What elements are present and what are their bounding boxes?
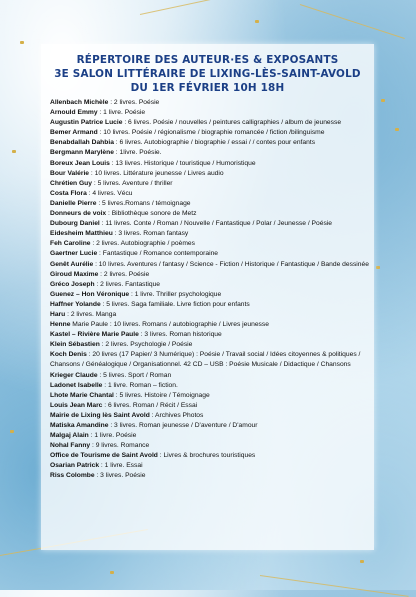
- exhibitor-name: Boreux Jean Louis: [50, 159, 110, 167]
- exhibitor-name: Giroud Maxime: [50, 270, 99, 278]
- exhibitor-details: : 5 livres. Histoire / Témoignage: [113, 391, 210, 399]
- title-line-1: RÉPERTOIRE DES AUTEUR·ES & EXPOSANTS: [76, 54, 339, 66]
- list-item: [50, 108, 370, 118]
- exhibitor-details: : 3 livres. Roman historique: [138, 331, 222, 339]
- gold-streak: [260, 575, 409, 597]
- list-item: [50, 98, 370, 108]
- list-item: [50, 239, 370, 249]
- exhibitor-name: Augustin Patrice Lucie: [50, 119, 123, 127]
- exhibitor-name: Nohal Fanny: [50, 442, 91, 450]
- exhibitor-details: : 2 livres. Fantastique: [94, 280, 161, 288]
- exhibitor-details: : 5 livres. Sport / Roman: [97, 371, 172, 379]
- exhibitor-name: Malgaj Alain: [50, 432, 89, 440]
- list-item: [50, 169, 370, 179]
- exhibitor-name: Riss Colombe: [50, 472, 95, 480]
- list-item: [50, 159, 370, 169]
- exhibitor-details: : 1 livre. Thriller psychologique: [129, 290, 222, 298]
- exhibitor-details: : 1 livre. Poésie: [88, 432, 137, 440]
- exhibitor-details: : 9 livres. Romance: [90, 442, 150, 450]
- exhibitor-name: Guenez – Hon Véronique: [50, 290, 130, 298]
- list-item: [50, 148, 370, 158]
- exhibitor-name: Benabdallah Dahbia: [50, 139, 114, 147]
- gold-fleck: [20, 41, 24, 44]
- exhibitor-details: : 2 livres. Autobiographie / poèmes: [90, 240, 195, 248]
- exhibitor-details: : 11 livres. Conte / Roman / Nouvelle / Fantastique / Polar / Jeunesse / Poésie: [99, 220, 332, 228]
- exhibitor-name: Chrétien Guy: [50, 179, 92, 187]
- exhibitor-details: : Archives Photos: [149, 411, 204, 419]
- exhibitor-details: : Livres & brochures touristiques: [157, 452, 256, 460]
- exhibitor-details: : 1livre. Poésie.: [113, 149, 162, 157]
- gold-streak: [140, 0, 228, 15]
- list-item: [50, 189, 370, 199]
- page-title: [41, 53, 374, 96]
- gold-fleck: [381, 99, 385, 102]
- exhibitor-details: : 5 livres. Saga familiale. Livre fiction pour enfants: [100, 300, 250, 308]
- exhibitor-details: : 6 livres. Roman / Récit / Essai: [102, 401, 198, 409]
- gold-fleck: [376, 266, 380, 269]
- exhibitor-details: : 2 livres. Poésie: [98, 270, 150, 278]
- exhibitor-name: Donneurs de voix: [50, 210, 107, 218]
- list-item: [50, 118, 370, 128]
- list-item: [50, 199, 370, 209]
- list-item: [50, 290, 370, 300]
- exhibitor-details: : 2 livres. Psychologie / Poésie: [99, 341, 193, 349]
- list-item: [50, 401, 370, 411]
- exhibitor-details: : 2 livres. Poésie: [108, 99, 160, 106]
- exhibitor-name: Bour Valérie: [50, 169, 90, 177]
- exhibitor-name: Costa Flora: [50, 189, 87, 197]
- exhibitor-details: : 10 livres. Poésie / régionalisme / biographie romancée / fiction /bilinguisme: [97, 129, 325, 137]
- list-item: [50, 391, 370, 401]
- exhibitor-name: Office de Tourisme de Saint Avold: [50, 452, 158, 460]
- exhibitor-details: : 1 livre. Poésie: [97, 109, 146, 117]
- gold-fleck: [360, 560, 364, 563]
- exhibitor-details: : 5 livres. Aventure / thriller: [92, 179, 173, 187]
- gold-fleck: [395, 128, 399, 131]
- list-item: [50, 280, 370, 290]
- list-item: [50, 209, 370, 219]
- exhibitor-name: Dubourg Daniel: [50, 220, 100, 228]
- exhibitor-name: Arnould Emmy: [50, 109, 98, 117]
- exhibitor-name: Bemer Armand: [50, 129, 98, 137]
- exhibitor-details: : 6 livres. Poésie / nouvelles / peintures calligraphies / album de jeunesse: [122, 119, 342, 127]
- exhibitor-details: : 3 livres. Roman fantasy: [112, 230, 189, 238]
- exhibitor-name: Krieger Claude: [50, 371, 98, 379]
- exhibitor-name: Eidesheim Matthieu: [50, 230, 113, 238]
- exhibitor-name: Ladonet Isabelle: [50, 381, 103, 389]
- exhibitor-name: Gréco Joseph: [50, 280, 95, 288]
- list-item: [50, 300, 370, 310]
- exhibitor-name: Henne: [50, 321, 71, 329]
- exhibitor-details: : 2 livres. Manga: [65, 310, 117, 318]
- exhibitor-name: Kastel – Rivière Marie Paule: [50, 331, 139, 339]
- exhibitor-name: Danielle Pierre: [50, 199, 97, 207]
- exhibitor-name: Koch Denis: [50, 351, 87, 359]
- gold-fleck: [12, 150, 16, 153]
- list-item: [50, 381, 370, 391]
- list-item: [50, 340, 370, 350]
- exhibitor-details: : 10 livres. Aventures / fantasy / Science - Fiction / Historique / Fantastique / Bande dessinée: [93, 260, 369, 268]
- exhibitor-details: Marie Paule : 10 livres. Romans / autobiographie / Livres jeunesse: [70, 321, 269, 329]
- exhibitor-name: Klein Sébastien: [50, 341, 100, 349]
- list-item: [50, 229, 370, 239]
- list-item: [50, 461, 370, 471]
- list-item: [50, 138, 370, 148]
- exhibitor-name: Haffner Yolande: [50, 300, 101, 308]
- exhibitor-name: Gaertner Lucie: [50, 250, 98, 258]
- list-item: [50, 441, 370, 451]
- gold-streak: [300, 4, 405, 39]
- list-item: [50, 270, 370, 280]
- exhibitor-details: : 1 livre. Roman – fiction.: [102, 381, 178, 389]
- list-item: [50, 350, 370, 370]
- list-item: [50, 411, 370, 421]
- title-line-3: DU 1ER FÉVRIER 10H 18H: [130, 82, 285, 95]
- exhibitor-details: : 20 livres (17 Papier/ 3 Numérique) : Poésie / Travail social / Idées citoyennes & politiques / Chansons / Généalogique / Organisationnel. 42 CD – USB : Poésie Musicale / Didactique / Chansons: [50, 351, 361, 369]
- gold-fleck: [255, 20, 259, 23]
- exhibitor-details: : Fantastique / Romance contemporaine: [97, 250, 219, 258]
- exhibitor-list: [50, 98, 370, 482]
- exhibitor-name: Louis Jean Marc: [50, 401, 103, 409]
- list-item: [50, 371, 370, 381]
- list-item: [50, 451, 370, 461]
- list-item: [50, 310, 370, 320]
- list-item: [50, 128, 370, 138]
- list-item: [50, 179, 370, 189]
- list-item: [50, 249, 370, 259]
- exhibitor-details: : 4 livres. Vécu: [86, 189, 133, 197]
- list-item: [50, 431, 370, 441]
- exhibitor-name: Lhote Marie Chantal: [50, 391, 114, 399]
- exhibitor-details: : Bibliothèque sonore de Metz: [106, 210, 197, 218]
- exhibitor-name: Genêt Aurélie: [50, 260, 94, 268]
- exhibitor-name: Haru: [50, 310, 66, 318]
- exhibitor-details: : 1 livre. Essai: [99, 462, 143, 470]
- exhibitor-details: : 5 livres.Romans / témoignage: [96, 199, 191, 207]
- exhibitor-details: : 10 livres. Littérature jeunesse / Livres audio: [89, 169, 224, 177]
- exhibitor-name: Feh Caroline: [50, 240, 91, 248]
- list-item: [50, 320, 370, 330]
- exhibitor-name: Bergmann Marylène: [50, 149, 114, 157]
- exhibitor-name: Matiska Amandine: [50, 422, 109, 429]
- list-item: [50, 471, 370, 481]
- exhibitor-name: Osarian Patrick: [50, 462, 100, 470]
- list-item: [50, 219, 370, 229]
- exhibitor-details: : 6 livres. Autobiographie / biographie / essai / / contes pour enfants: [113, 139, 316, 147]
- list-item: [50, 330, 370, 340]
- exhibitor-details: : 3 livres. Poésie: [94, 472, 146, 480]
- gold-fleck: [10, 430, 14, 433]
- exhibitor-name: Mairie de Lixing lès Saint Avold: [50, 411, 150, 419]
- list-item: [50, 260, 370, 270]
- exhibitor-name: Allenbach Michèle: [50, 99, 109, 106]
- exhibitor-details: : 13 livres. Historique / touristique / Humoristique: [109, 159, 256, 167]
- list-item: [50, 421, 370, 431]
- gold-fleck: [110, 571, 114, 574]
- exhibitor-details: : 3 livres. Roman jeunesse / D'aventure / D'amour: [108, 422, 258, 429]
- title-line-2: 3E SALON LITTÉRAIRE DE LIXING-LÈS-SAINT-AVOLD: [54, 68, 361, 81]
